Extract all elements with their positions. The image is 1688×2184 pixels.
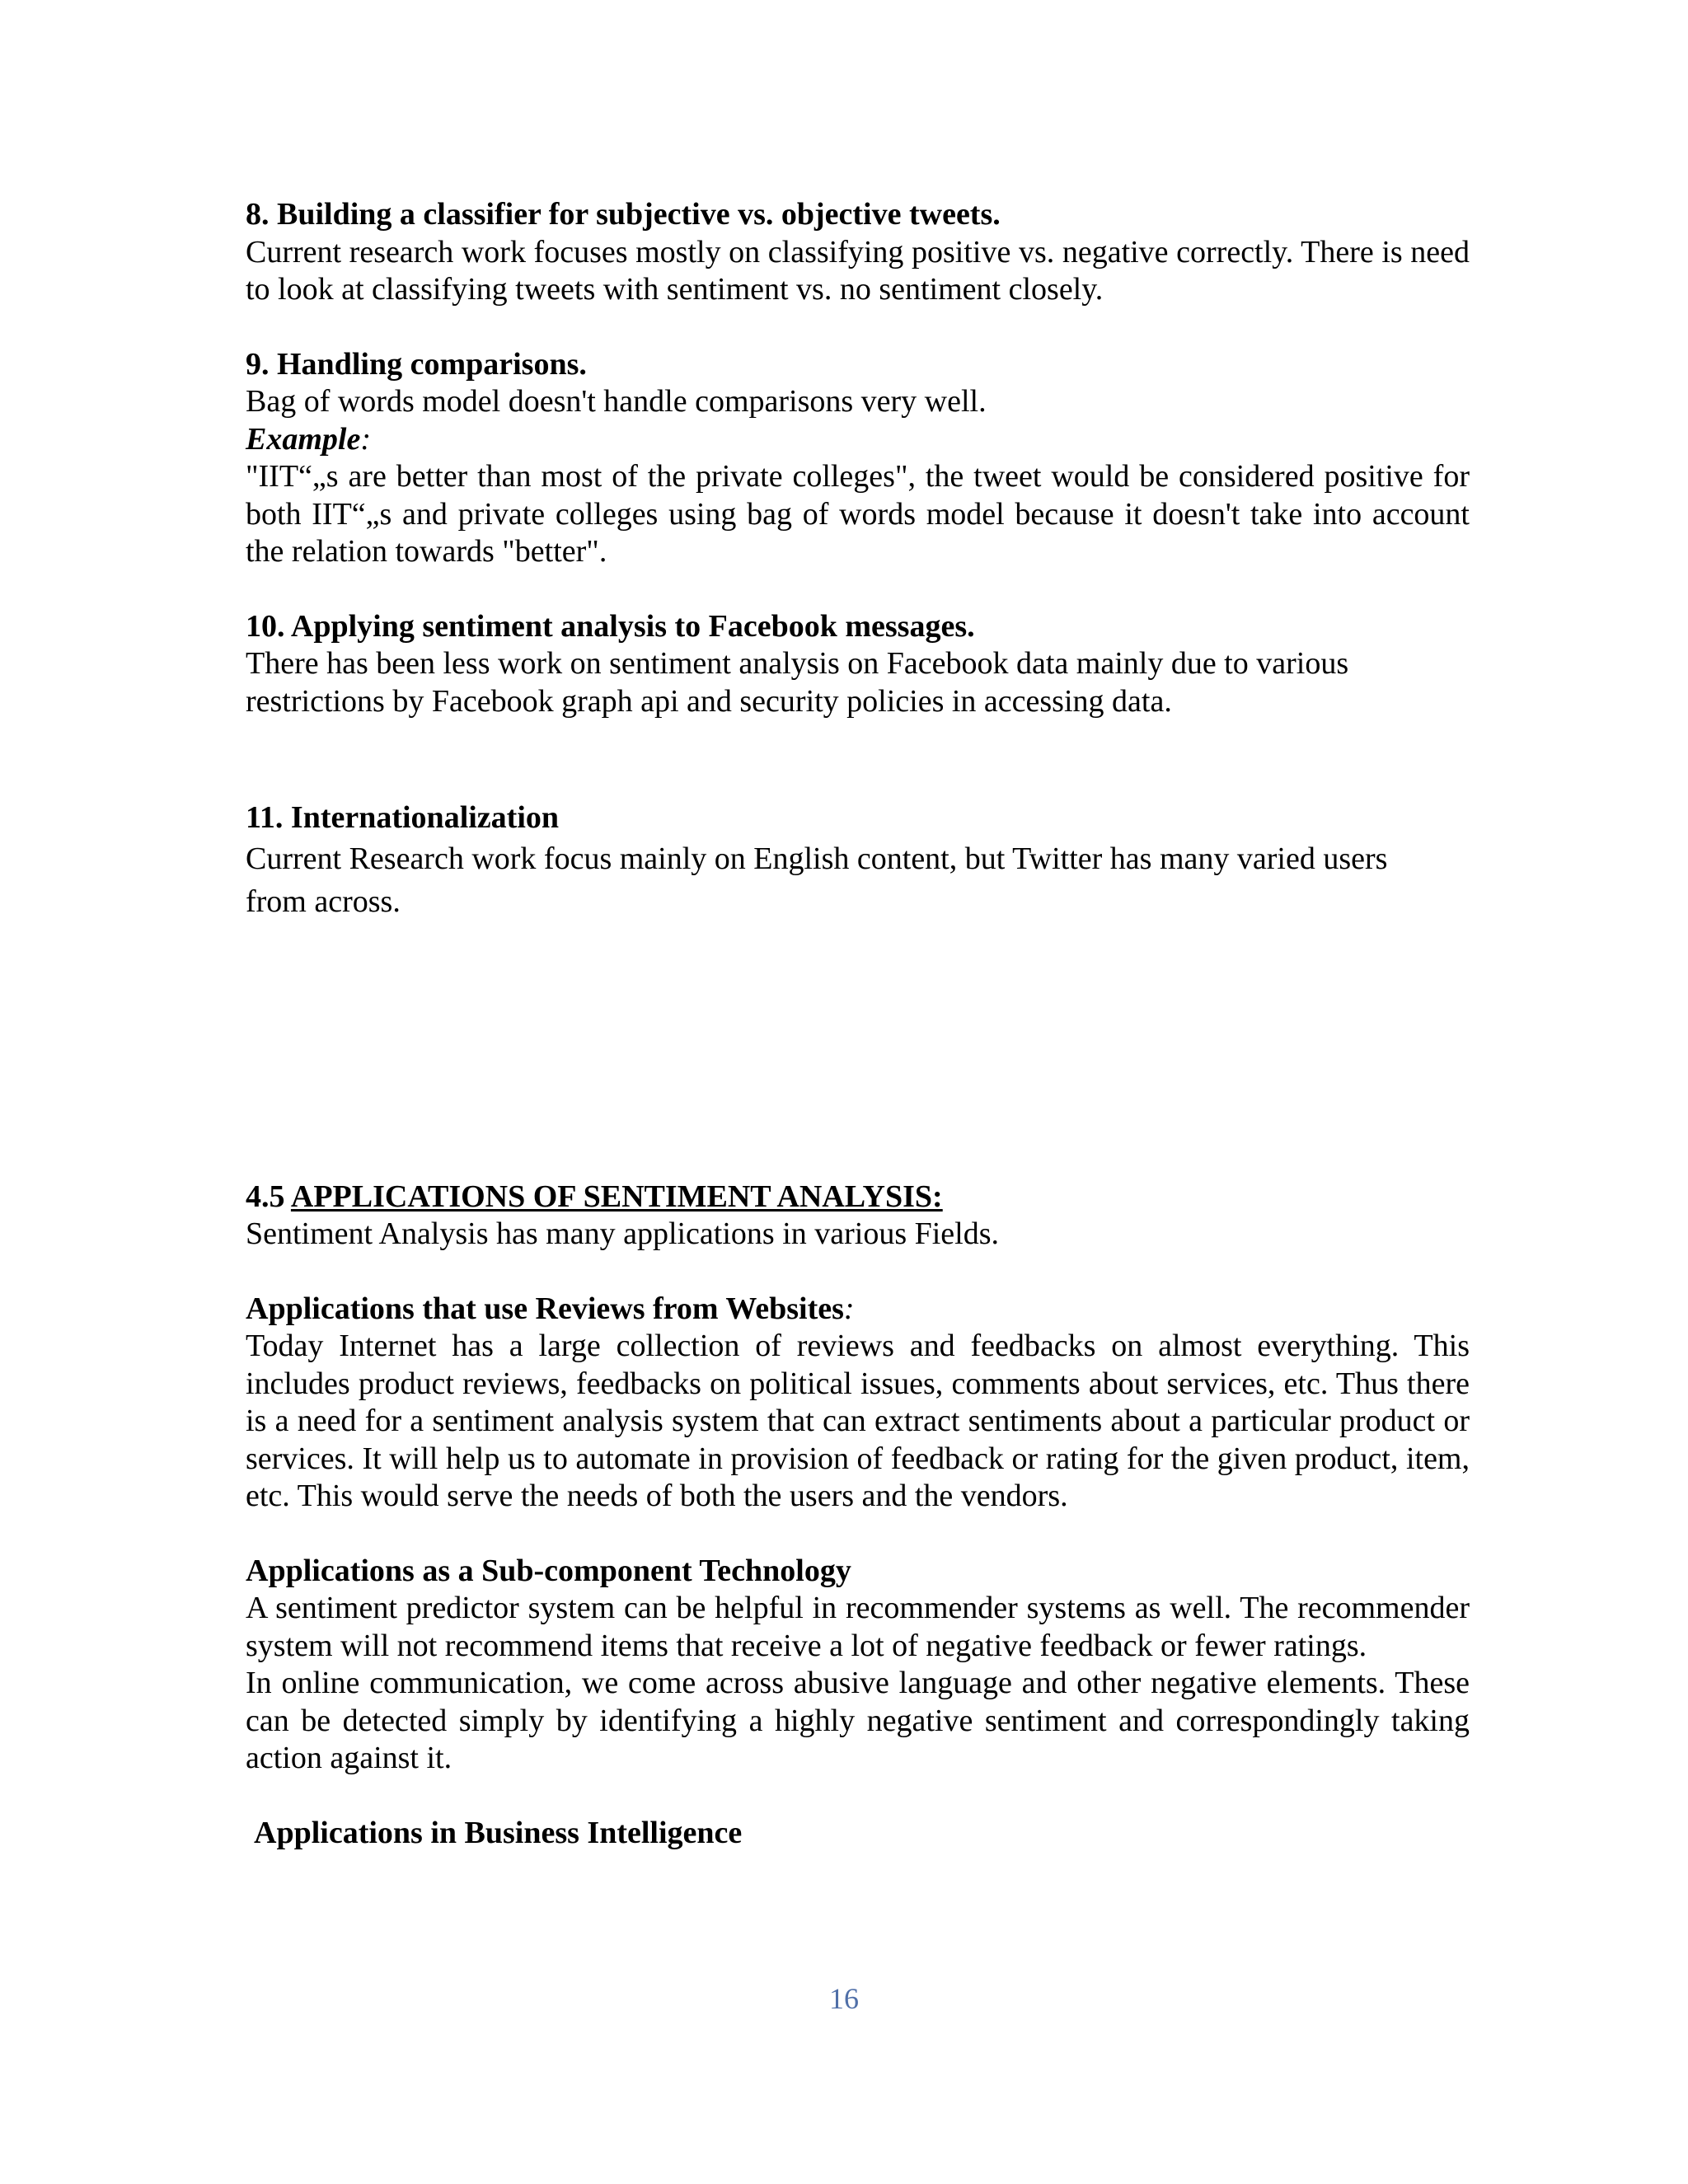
section-10-body: There has been less work on sentiment analysis on Facebook data mainly due to various restrictions by Facebook graph api and security policies in accessing data. (246, 646, 1349, 719)
example-colon: : (360, 421, 371, 457)
reviews-heading: Applications that use Reviews from Websites (246, 1291, 844, 1326)
section-9-heading: 9. Handling comparisons. (246, 346, 587, 382)
section-4-5-number: 4.5 (246, 1179, 291, 1214)
subcomponent-body-2: In online communication, we come across abusive language and other negative elements. These can be detected simply by identifying a highly negative sentiment and correspondingly taking action against it. (246, 1666, 1470, 1775)
reviews-heading-line (246, 1291, 1470, 1329)
example-label: Example (246, 421, 361, 457)
reviews-body: Today Internet has a large collection of reviews and feedbacks on almost everything. This includes product reviews, feedbacks on political issues, comments about services, etc. Thus there is a need for a sentiment analysis system that can extract sentiments about a particular product or services. It will help us to automate in provision of feedback or rating for the given product, item, etc. This would serve the needs of both the users and the vendors. (246, 1329, 1470, 1513)
section-4-5-title: APPLICATIONS OF SENTIMENT ANALYSIS: (290, 1179, 943, 1214)
page-content (246, 196, 1470, 1852)
section-10-heading: 10. Applying sentiment analysis to Facebook messages. (246, 608, 975, 644)
section-4-5-heading (246, 1179, 1470, 1216)
subcomponent-body-1: A sentiment predictor system can be helpful in recommender systems as well. The recommender system will not recommend items that receive a lot of negative feedback or fewer ratings. (246, 1591, 1470, 1663)
section-4-5-intro: Sentiment Analysis has many applications in various Fields. (246, 1216, 1000, 1251)
section-8 (246, 196, 1470, 309)
reviews-colon: : (843, 1291, 855, 1326)
example-text: "IIT“„s are better than most of the private colleges", the tweet would be considered positive for both IIT“„s and private colleges using bag of words model because it doesn't take into account the relation towards "better". (246, 459, 1470, 569)
section-8-body: Current research work focuses mostly on classifying positive vs. negative correctly. There is need to look at classifying tweets with sentiment vs. no sentiment closely. (246, 234, 1470, 307)
section-11-body-line-2: from across. (246, 883, 401, 919)
section-9 (246, 346, 1470, 571)
section-11-heading: 11. Internationalization (246, 800, 560, 835)
page-number: 16 (829, 1982, 859, 2015)
section-10 (246, 608, 1470, 721)
section-9-body: Bag of words model doesn't handle comparisons very well. (246, 384, 987, 419)
subcomponent-section (246, 1553, 1470, 1778)
reviews-section (246, 1291, 1470, 1516)
section-11-body-line-1: Current Research work focus mainly on English content, but Twitter has many varied users (246, 841, 1388, 876)
business-heading: Applications in Business Intelligence (254, 1815, 743, 1850)
section-8-heading: 8. Building a classifier for subjective vs. objective tweets. (246, 197, 1001, 232)
section-11 (246, 799, 1470, 923)
section-4-5 (246, 1179, 1470, 1254)
example-label-line (246, 421, 1470, 459)
business-section (246, 1815, 1470, 1853)
subcomponent-heading: Applications as a Sub-component Technology (246, 1553, 851, 1588)
